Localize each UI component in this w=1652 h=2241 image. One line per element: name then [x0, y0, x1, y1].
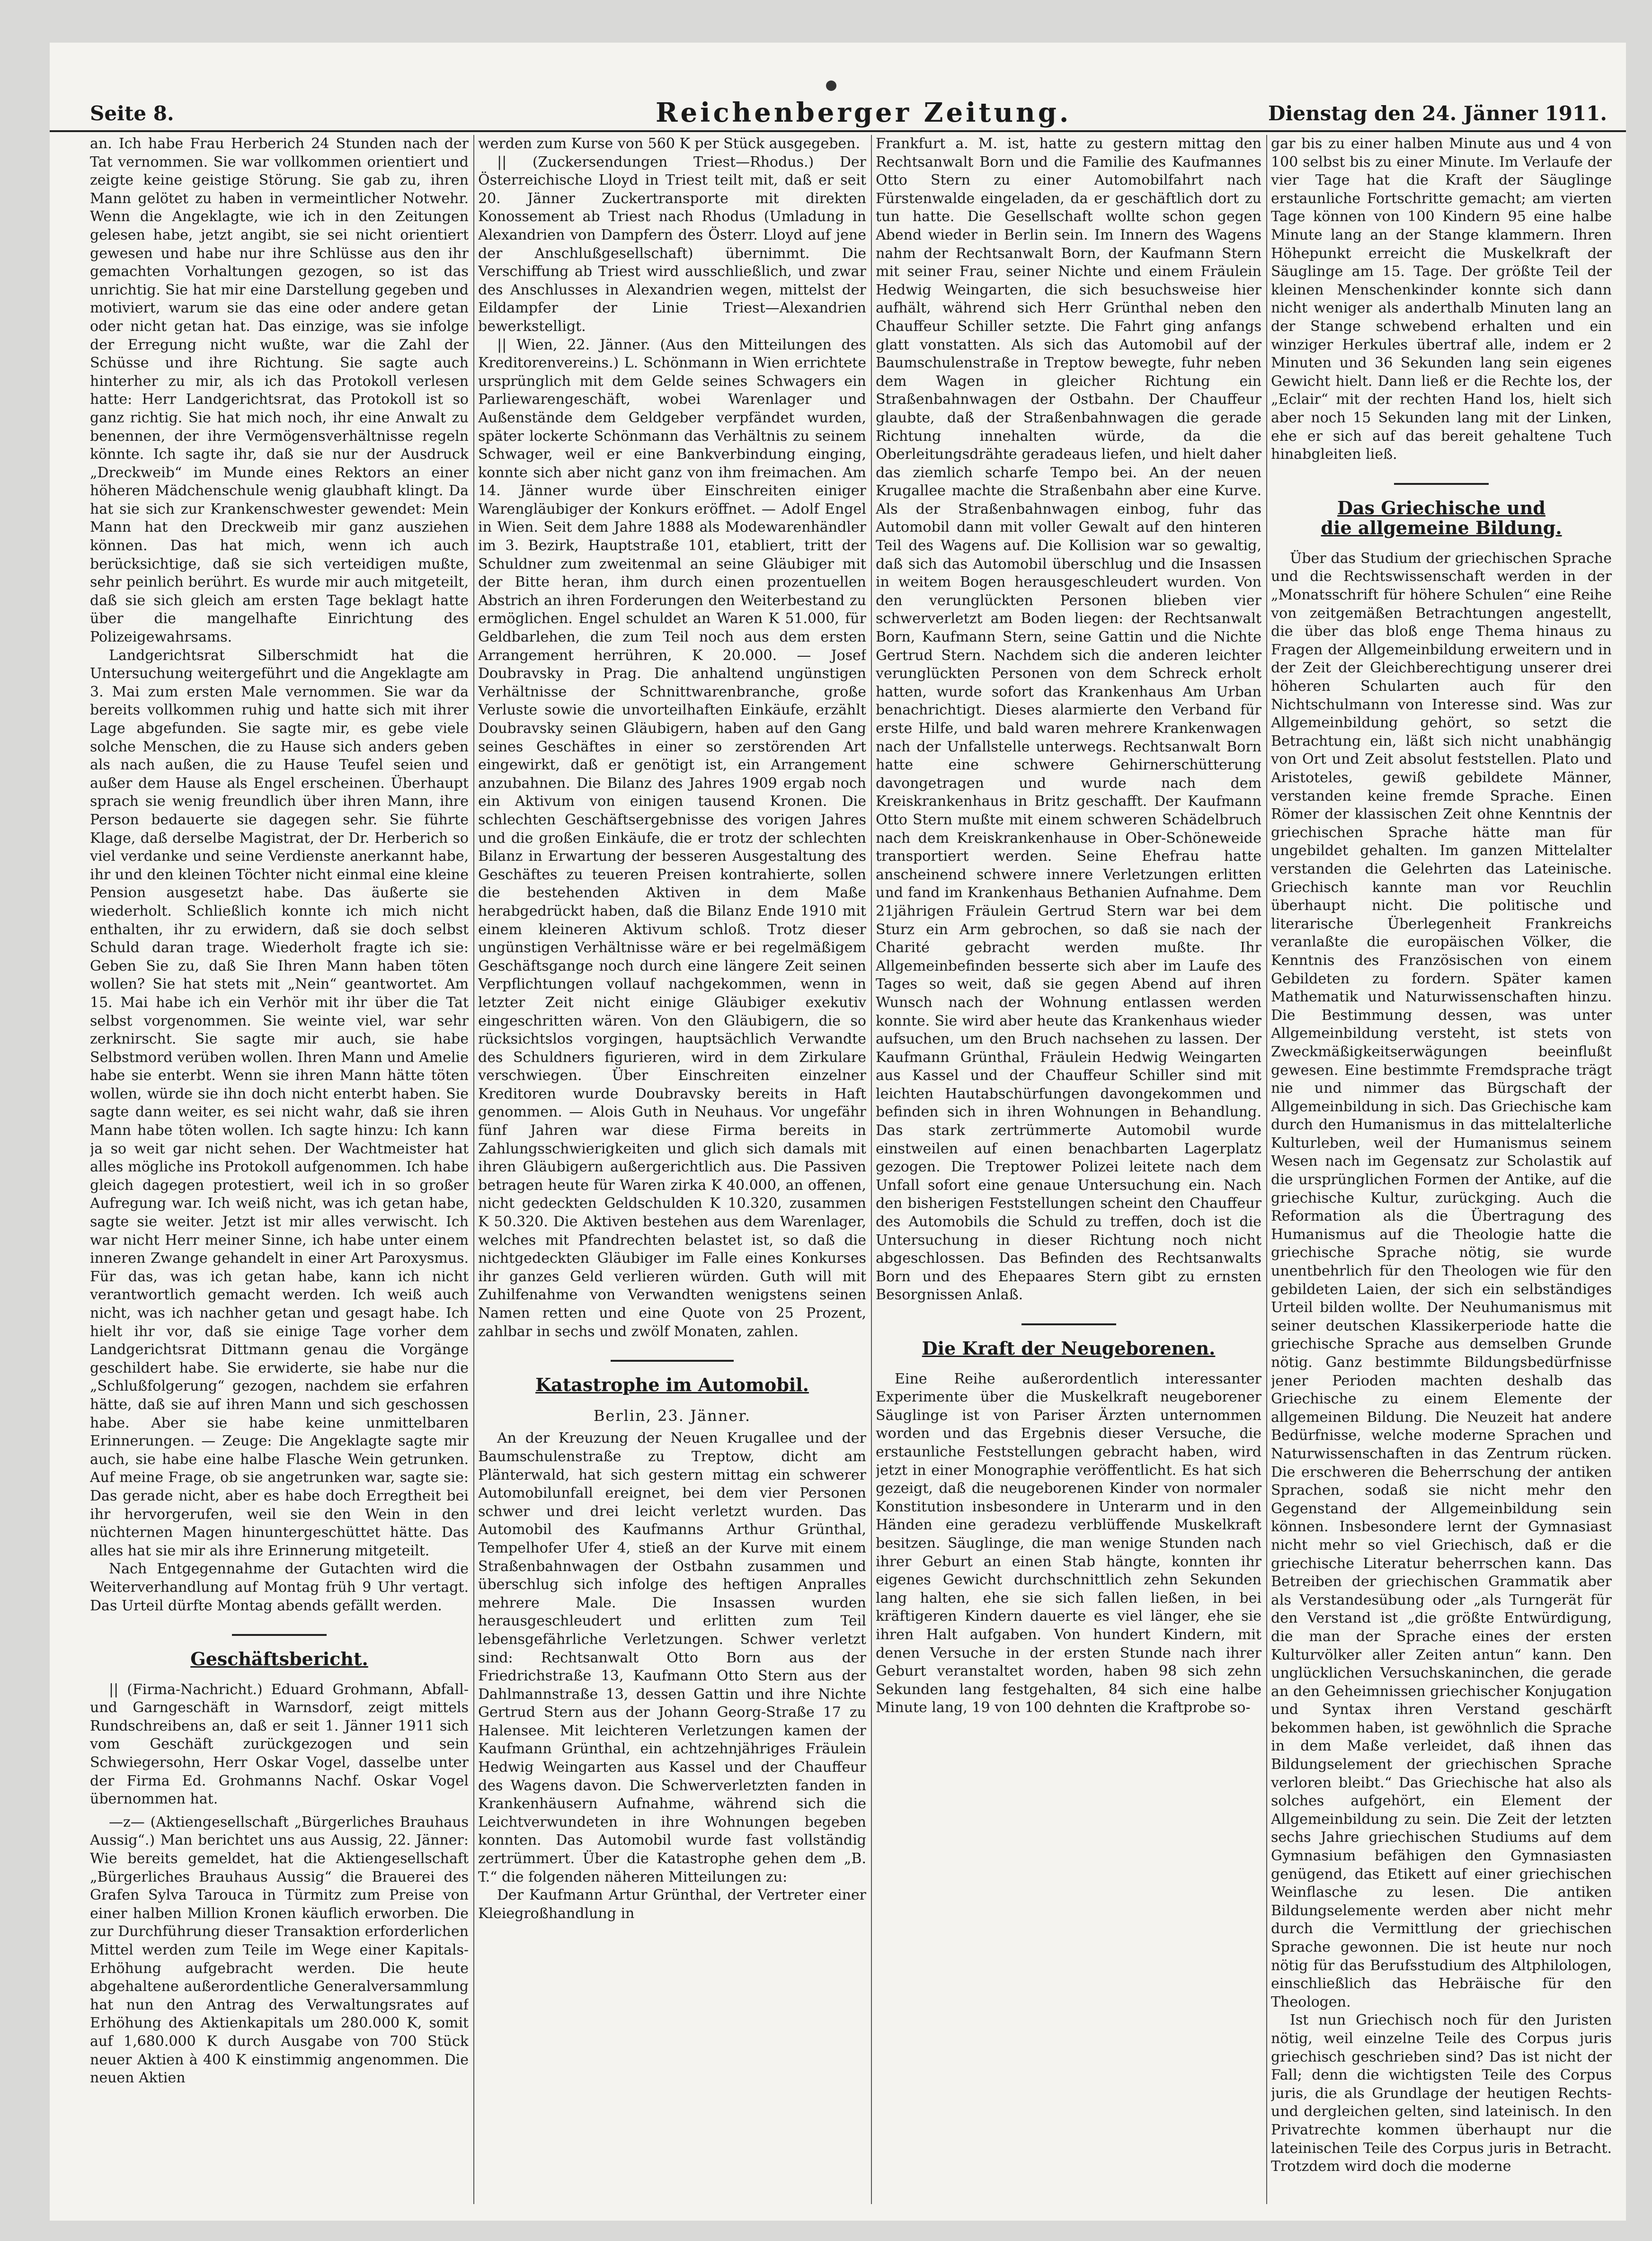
- business-item: || (Firma-Nachricht.) Eduard Grohmann, Abfall- und Garngeschäft in Warnsdorf, zeigt mittels Rundschreibens an, daß er seit 1. Jänner 1911 sich vom Geschäft zurückgezogen und sein Schwiegersohn, Herr Oskar Vogel, dasselbe unter der Firma Ed. Grohmanns Nachf. Oskar Vogel übernommen hat.: [90, 1681, 469, 1808]
- article-paragraph: Landgerichtsrat Silberschmidt hat die Untersuchung weitergeführt und die Angeklagte am 3. Mai zum ersten Male vernommen. Sie war da bereits vollkommen ruhig und hatte sich mit ihrer Lage abgefunden. Sie sagte mir, es gebe viele solche Menschen, die zu Hause sich anders geben als nach außen, die zu Hause Teufel seien und außer dem Hause als Engel erscheinen. Überhaupt sprach sie wenig freundlich über ihren Mann, ihre Person bedauerte sie dagegen sehr. Sie führte Klage, daß derselbe Magistrat, der Dr. Herberich so viel verdanke und seine Verdienste anerkannt habe, ihr und den kleinen Töchter nicht einmal eine kleine Pension ausgesetzt habe. Das äußerte sie wiederholt. Schließlich konnte ich mich nicht enthalten, ihr zu erwidern, daß sie doch selbst Schuld daran trage. Wiederholt fragte ich sie: Geben Sie zu, daß Sie Ihren Mann haben töten wollen? Sie hat stets mit „Nein“ geantwortet. Am 15. Mai habe ich ein Verhör mit ihr über die Tat selbst vorgenommen. Sie weinte viel, war sehr zerknirscht. Sie sagte mir auch, sie habe Selbstmord verüben wollen. Ihren Mann und Amelie habe sie enterbt. Wenn sie ihren Mann hätte töten wollen, würde sie ihn doch nicht enterbt haben. Sie sagte dann weiter, es sei nicht wahr, daß sie ihren Mann habe töten wollen. Ich sagte hinzu: Ich kann ja so weit gar nicht sehen. Der Wachtmeister hat alles mögliche ins Protokoll aufgenommen. Ich habe gleich dagegen protestiert, weil ich in so großer Aufregung war. Ich weiß nicht, was ich getan habe, sagte sie weiter. Jetzt ist mir alles verwischt. Ich war nicht Herr meiner Sinne, ich habe unter einem inneren Zwange gehandelt in einer Art Paroxysmus. Für das, was ich getan habe, kann ich nicht verantwortlich gemacht werden. Ich weiß auch nicht, was ich nachher getan und gesagt habe. Ich hielt ihr vor, daß sie einige Tage vorher dem Landgerichtsrat Dittmann genau die Vorgänge geschildert habe. Sie erwiderte, sie habe nur die „Schlußfolgerung“ gezogen, nachdem sie erfahren hätte, daß sie auf ihren Mann und sich geschossen habe. Aber sie habe keine unmittelbaren Erinnerungen. — Zeuge: Die Angeklagte sagte mir auch, sie habe eine halbe Flasche Wein getrunken. Auf meine Frage, ob sie angetrunken war, sagte sie: Das gerade nicht, aber es habe doch Erregtheit bei ihr hervorgerufen, weil sie den Wein in den nüchternen Magen hinuntergeschüttet hätte. Das alles hat sie mir als ihre Erinnerung mitgeteilt.: [90, 647, 469, 1559]
- article-paragraph: Nach Entgegennahme der Gutachten wird die Weiterverhandlung auf Montag früh 9 Uhr vertagt. Das Urteil dürfte Montag abends gefällt werden.: [90, 1561, 469, 1614]
- masthead: [50, 88, 1626, 132]
- dateline: Berlin, 23. Jänner.: [593, 1406, 751, 1425]
- column-2: [478, 135, 866, 2204]
- business-item: —z— (Aktiengesellschaft „Bürgerliches Brauhaus Aussig“.) Man berichtet uns aus Aussig, 22. Jänner: Wie bereits gemeldet, hat die Aktiengesellschaft „Bürgerliches Brauhaus Aussig“ die Brauerei des Grafen Sylva Tarouca in Türmitz zum Preise von einer halben Million Kronen käuflich erworben. Die zur Durchführung dieser Transaktion erforderlichen Mittel werden zum Teile im Wege einer Kapitals-Erhöhung aufgebracht werden. Die heute abgehaltene außerordentliche Generalversammlung hat nun den Antrag des Verwaltungsrates auf Erhöhung des Aktienkapitals um 280.000 K, somit auf 1,680.000 K durch Ausgabe von 700 Stück neuer Aktien à 400 K einstimmig angenommen. Die neuen Aktien: [90, 1813, 469, 2087]
- article-paragraph: an. Ich habe Frau Herberich 24 Stunden nach der Tat vernommen. Sie war vollkommen orientiert und zeigte keine geistige Störung. Sie gab zu, ihren Mann gelötet zu haben in vermeintlicher Notwehr. Wenn die Angeklagte, wie ich in den Zeitungen gelesen habe, jetzt angibt, sie sei nicht orientiert gewesen und habe nur ihre Schlüsse aus den ihr gemachten Vorhaltungen gezogen, so ist das unrichtig. Sie hat mir eine Darstellung gegeben und motiviert, warum sie das eine oder andere getan oder nicht getan hat. Das einzige, was sie infolge der Erregung nicht wußte, war die Zahl der Schüsse und ihre Richtung. Sie sagte auch hinterher zu mir, als ich das Protokoll verlesen hatte: Herr Landgerichtsrat, das Protokoll ist so ganz richtig. Sie hat mich noch, ihr eine Anwalt zu benennen, der ihre Vermögensverhältnisse regeln könnte. Ich sagte ihr, daß sie nur der Ausdruck „Dreckweib“ im Munde eines Rektors an einer höheren Mädchenschule wenig glaubhaft klingt. Da hat sie sich zur Krankenschwester gewendet: Mein Mann hat den Dreckweib mir ganz ausziehen können. Das hat mich, wenn ich auch berücksichtige, daß sie sich verteidigen mußte, sehr peinlich berührt. Es wurde mir auch mitgeteilt, daß sie sich gleich am ersten Tage beklagt hatte über die mangelhafte Einrichtung des Polizeigewahrsams.: [90, 135, 469, 646]
- column-rule: [473, 135, 474, 2204]
- business-item: || Wien, 22. Jänner. (Aus den Mitteilungen des Kreditorenvereins.) L. Schönmann in Wien errichtete ursprünglich mit dem Gelde seines Schwagers ein Parliewarengeschäft, wobei Warenlager und Außenstände dem Geldgeber verpfändet wurden, später lockerte Schönmann das Verhältnis zu seinem Schwager, weil er eine Bankverbindung einging, konnte sich aber nicht ganz von ihm freimachen. Am 14. Jänner wurde über Einschreiten einiger Warengläubiger der Konkurs eröffnet. — Adolf Engel in Wien. Seit dem Jahre 1888 als Modewarenhändler im 3. Bezirk, Hauptstraße 101, etabliert, tritt der Schuldner zum zweitenmal an seine Gläubiger mit der Bitte heran, ihm durch einen prozentuellen Abstrich an ihren Forderungen den Weiterbestand zu ermöglichen. Engel schuldet an Waren K 51.000, für Geldbarlehen, die zum Teil noch aus dem ersten Arrangement herrühren, K 20.000. — Josef Doubravsky in Prag. Die anhaltend ungünstigen Verhältnisse der Schnittwarenbranche, große Verluste sowie die unvorteilhaften Einkäufe, erzählt Doubravsky seinen Gläubigern, haben auf den Gang seines Geschäftes in einer so zerstörenden Art eingewirkt, daß er genötigt ist, ein Arrangement anzubahnen. Die Bilanz des Jahres 1909 ergab noch ein Aktivum von einigen tausend Kronen. Die schlechten Geschäftsergebnisse des vorigen Jahres und die großen Einkäufe, die er trotz der schlechten Bilanz in Erwartung der besseren Ausgestaltung des Geschäftes zu teueren Preisen kontrahierte, sollen die bestehenden Aktiven in dem Maße herabgedrückt haben, daß die Bilanz Ende 1910 mit einem kleineren Aktivum schloß. Trotz dieser ungünstigen Verhältnisse wäre er bei regelmäßigem Geschäftsgange noch durch eine längere Zeit seinen Verpflichtungen vollauf nachgekommen, wenn in letzter Zeit nicht einige Gläubiger exekutiv eingeschritten wären. Von den Gläubigern, die so rücksichtslos vorgingen, hauptsächlich Verwandte des Schuldners figurieren, wird in dem Zirkulare verschwiegen. Über Einschreiten einzelner Kreditoren wurde Doubravsky bereits in Haft genommen. — Alois Guth in Neuhaus. Vor ungefähr fünf Jahren war diese Firma bereits in Zahlungsschwierigkeiten und glich sich damals mit ihren Gläubigern außergerichtlich aus. Die Passiven betragen heute für Waren zirka K 40.000, an offenen, nicht gedeckten Geldschulden K 10.320, zusammen K 50.320. Die Aktiven bestehen aus dem Warenlager, welches mit Pfandrechten belastet ist, so daß die nichtgedeckten Gläubiger im Falle eines Konkurses ihr ganzes Geld verlieren würden. Guth will mit Zuhilfenahme von Verwandten wenigstens seinen Namen retten und eine Quote von 25 Prozent, zahlbar in sechs und zwölf Monaten, zahlen.: [478, 336, 866, 1340]
- column-rule: [871, 135, 872, 2204]
- article-paragraph: Frankfurt a. M. ist, hatte zu gestern mittag den Rechtsanwalt Born und die Familie des Kaufmannes Otto Stern zu einer Automobilfahrt nach Fürstenwalde eingeladen, da er geschäftlich dort zu tun hatte. Die Gesellschaft wollte schon gegen Abend wieder in Berlin sein. Im Innern des Wagens nahm der Rechtsanwalt Born, der Kaufmann Stern mit seiner Frau, seiner Nichte und einem Fräulein Hedwig Weingarten, die sich besuchsweise hier aufhält, während sich Herr Grünthal neben den Chauffeur Schiller setzte. Die Fahrt ging anfangs glatt vonstatten. Als sich das Automobil auf der Baumschulenstraße in Treptow bewegte, fuhr neben dem Wagen in gleicher Richtung ein Straßenbahnwagen der Ostbahn. Der Chauffeur glaubte, daß der Straßenbahnwagen die gerade Richtung innehalten würde, da die Oberleitungsdrähte geradeaus liefen, und hielt daher das ziemlich scharfe Tempo bei. An der neuen Krugallee machte die Straßenbahn aber eine Kurve. Als der Straßenbahnwagen einbog, fuhr das Automobil dann mit voller Gewalt auf den hinteren Teil des Wagens auf. Die Kollision war so gewaltig, daß sich das Automobil überschlug und die Insassen in weitem Bogen herausgeschleudert wurden. Von den verunglückten Personen blieben vier schwerverletzt am Boden liegen: der Rechtsanwalt Born, Kaufmann Stern, seine Gattin und die Nichte Gertrud Stern. Nachdem sich die anderen leichter verunglückten Personen von dem Schreck erholt hatten, wurde sofort das Krankenhaus Am Urban benachrichtigt. Dieses alarmierte den Verband für erste Hilfe, und bald waren mehrere Krankenwagen nach der Unfallstelle unterwegs. Rechtsanwalt Born hatte eine schwere Gehirnerschütterung davongetragen und wurde nach dem Kreiskrankenhaus in Britz geschafft. Der Kaufmann Otto Stern mußte mit einem schweren Schädelbruch nach dem Kreiskrankenhause in Ober-Schöneweide transportiert werden. Seine Ehefrau hatte anscheinend schwere innere Verletzungen erlitten und fand im Krankenhaus Bethanien Aufnahme. Dem 21jährigen Fräulein Gertrud Stern war bei dem Sturz ein Arm gebrochen, so daß sie nach der Charité gebracht werden mußte. Ihr Allgemeinbefinden besserte sich aber im Laufe des Tages so weit, daß sie gegen Abend auf ihren Wunsch nach der Wohnung entlassen werden konnte. Sie wird aber heute das Krankenhaus wieder aufsuchen, um den Bruch nachsehen zu lassen. Der Kaufmann Grünthal, Fräulein Hedwig Weingarten aus Kassel und der Chauffeur Schiller sind mit leichten Hautabschürfungen davongekommen und befinden sich in ihren Wohnungen in Behandlung. Das stark zertrümmerte Automobil wurde einstweilen auf einen benachbarten Lagerplatz gezogen. Die Treptower Polizei leitete nach dem Unfall sofort eine genaue Untersuchung ein. Nach den bisherigen Feststellungen scheint den Chauffeur des Automobils die Schuld zu treffen, doch ist die Untersuchung in dieser Richtung noch nicht abgeschlossen. Das Befinden des Rechtsanwalts Born und des Ehepaares Stern gibt zu ernsten Besorgnissen Anlaß.: [876, 135, 1261, 1304]
- page-number: Seite 8.: [90, 102, 174, 125]
- column-3: [876, 135, 1261, 2204]
- issue-date: Dienstag den 24. Jänner 1911.: [1268, 102, 1607, 125]
- article-heading: Katastrophe im Automobil.: [535, 1374, 809, 1396]
- article-paragraph: Eine Reihe außerordentlich interessanter Experimente über die Muskelkraft neugeborener Säuglinge ist von Pariser Ärzten unternommen worden und das Ergebnis dieser Versuche, die erstaunliche Feststellungen gebracht haben, wird jetzt in einer Monographie veröffentlicht. Es hat sich gezeigt, daß die neugeborenen Kinder von normaler Konstitution insbesondere in Unterarm und in den Händen eine geradezu verblüffende Muskelkraft besitzen. Säuglinge, die man wenige Stunden nach ihrer Geburt an einen Stab hängte, konnten ihr eigenes Gewicht durchschnittlich zehn Sekunden lang halten, ehe sie sich fallen ließen, in bei kräftigeren Kindern dauerte es viel länger, ehe sie ihren Halt aufgaben. Von hundert Kindern, mit denen Versuche in der ersten Stunde nach ihrer Geburt veranstaltet worden, haben 98 sich zehn Sekunden lang festgehalten, 84 sich eine halbe Minute lang, 19 von 100 dehnten die Kraftprobe so-: [876, 1370, 1261, 1716]
- article-paragraph: Ist nun Griechisch noch für den Juristen nötig, weil einzelne Teile des Corpus juris griechisch geschrieben sind? Das ist nicht der Fall; denn die wichtigsten Teile des Corpus juris, die als Grundlage der heutigen Rechts- und dergleichen gelten, sind lateinisch. In den Privatrechte kommen überhaupt nur die lateinischen Teile des Corpus juris in Betracht. Trotzdem wird doch die moderne: [1271, 2012, 1612, 2175]
- article-subheading: die allgemeine Bildung.: [1321, 517, 1562, 539]
- newspaper-page: [50, 43, 1626, 2221]
- column-rule: [1266, 135, 1267, 2204]
- section-heading: Geschäftsbericht.: [190, 1648, 368, 1670]
- column-1: [90, 135, 469, 2204]
- article-paragraph: Über das Studium der griechischen Sprache und die Rechtswissenschaft werden in der „Monatsschrift für höhere Schulen“ eine Reihe von zeitgemäßen Betrachtungen angestellt, die über das bloß enge Thema hinaus zu Fragen der Allgemeinbildung erweitern und in der Zeit der Gleichberechtigung unserer drei höheren Schularten auch für den Nichtschulmann von Interesse sind. Was zur Allgemeinbildung gehört, so setzt die Betrachtung ein, läßt sich nicht unabhängig von Ort und Zeit absolut feststellen. Plato und Aristoteles, gewiß gebildete Männer, verstanden keine fremde Sprache. Einen Römer der klassischen Zeit ohne Kenntnis der griechischen Sprache hätte man für ungebildet gehalten. Im ganzen Mittelalter verstanden die Gelehrten das Lateinische. Griechisch kannte man vor Reuchlin überhaupt nicht. Die politische und literarische Überlegenheit Frankreichs veranlaßte die europäischen Völker, die Kenntnis des Französischen von einem Gebildeten zu fordern. Später kamen Mathematik und Naturwissenschaften hinzu. Die Bestimmung dessen, was unter Allgemeinbildung versteht, ist stets von Zweckmäßigkeitserwägungen beeinflußt gewesen. Eine bestimmte Fremdsprache trägt nie und nimmer das Bürgschaft der Allgemeinbildung in sich. Das Griechische kam durch den Humanismus in das mittelalterliche Kulturleben, weil der Humanismus seinem Wesen nach im Gegensatz zur Scholastik auf die ursprünglichen Formen der Antike, auf die griechische Kultur, zurückging. Auch die Reformation als die Übertragung des Humanismus auf die Theologie hatte die griechische Sprache nötig, sie wurde unentbehrlich für den Theologen wie für den gebildeten Laien, der sich ein selbständiges Urteil bilden wollte. Der Neuhumanismus mit seiner deutschen Klassikerperiode hatte die griechische Sprache aus demselben Grunde nötig. Ganz bestimmte Bildungsbedürfnisse jener Perioden machten deshalb das Griechische zu einem Elemente der allgemeinen Bildung. Die Neuzeit hat andere Bedürfnisse, welche moderne Sprachen und Naturwissenschaften in das Zentrum rücken. Die erschweren die Beherrschung der antiken Sprachen, sodaß sie nicht mehr den Gegenstand der Allgemeinbildung sein können. Insbesondere lernt der Gymnasiast nicht mehr so viel Griechisch, daß er die griechische Literatur beherrschen kann. Das Betreiben der griechischen Grammatik aber als Verstandesübung oder „als Turngerät für den Verstand ist „die größte Entwürdigung, die man der Sprache eines der ersten Kulturvölker aller Zeiten antun“ kann. Den unglücklichen Versuchskaninchen, die gerade an den Geheimnissen griechischer Konjugation und Syntax ihren Verstand geschärft bekommen haben, ist gewöhnlich die Sprache in dem Maße verleidet, daß ihnen das Bildungselement der griechischen Sprache verloren bleibt.“ Das Griechische hat also als solches aufgehört, ein Element der Allgemeinbildung zu sein. Die Zeit der letzten sechs Jahre griechischen Studiums auf dem Gymnasium befähigen den Gymnasiasten genügend, das Etikett auf einer griechischen Weinflasche zu lesen. Die antiken Bildungselemente werden aber nicht mehr durch die Vermittlung der griechischen Sprache gewonnen. Die ist heute nur noch nötig für das Berufsstudium des Altphilologen, einschließlich das Hebräische für den Theologen.: [1271, 550, 1612, 2010]
- section-separator: [1021, 1323, 1116, 1325]
- article-paragraph: Der Kaufmann Artur Grünthal, der Vertreter einer Kleiegroßhandlung in: [478, 1887, 866, 1922]
- section-separator: [611, 1360, 734, 1362]
- article-paragraph: werden zum Kurse von 560 K per Stück ausgegeben.: [478, 135, 861, 152]
- article-heading: Die Kraft der Neugeborenen.: [922, 1338, 1216, 1359]
- business-item: || (Zuckersendungen Triest—Rhodus.) Der Österreichische Lloyd in Triest teilt mit, daß er seit 20. Jänner Zuckertransporte mit direkten Konossement ab Triest nach Rhodus (Umladung in Alexandrien von Dampfern des Österr. Lloyd auf jene der Anschlußgesellschaft) übernimmt. Die Verschiffung ab Triest wird ausschließlich, und zwar des Anschlusses in Alexandrien wegen, mittelst der Eildampfer der Linie Triest—Alexandrien bewerkstelligt.: [478, 153, 866, 335]
- article-paragraph: An der Kreuzung der Neuen Krugallee und der Baumschulenstraße zu Treptow, dicht am Plänterwald, hat sich gestern mittag ein schwerer Automobilunfall ereignet, bei dem vier Personen schwer und drei leicht verletzt wurden. Das Automobil des Kaufmanns Arthur Grünthal, Tempelhofer Ufer 4, stieß an der Kurve mit einem Straßenbahnwagen der Ostbahn zusammen und überschlug sich infolge des heftigen Anpralles mehrere Male. Die Insassen wurden herausgeschleudert und erlitten zum Teil lebensgefährliche Verletzungen. Schwer verletzt sind: Rechtsanwalt Otto Born aus der Friedrichstraße 13, Kaufmann Otto Stern aus der Dahlmannstraße 13, dessen Gattin und ihre Nichte Gertrud Stern aus der Johann Georg-Straße 17 zu Halensee. Mit leichteren Verletzungen kamen der Kaufmann Grünthal, ein achtzehnjähriges Fräulein Hedwig Weingarten aus Kassel und der Chauffeur des Wagens davon. Die Schwerverletzten fanden in Krankenhäusern Aufnahme, während sich die Leichtverwundeten in ihre Wohnungen begeben konnten. Das Automobil wurde fast vollständig zertrümmert. Über die Katastrophe gehen dem „B. T.“ die folgenden näheren Mitteilungen zu:: [478, 1430, 866, 1885]
- article-paragraph: gar bis zu einer halben Minute aus und 4 von 100 selbst bis zu einer Minute. Im Verlaufe der vier Tage hat die Kraft der Säuglinge erstaunliche Fortschritte gemacht; am vierten Tage können von 100 Kindern 95 eine halbe Minute lang an der Stange klammern. Ihren Höhepunkt erreicht die Muskelkraft der Säuglinge am 15. Tage. Der größte Teil der kleinen Menschenkinder konnte sich dann nicht weniger als anderthalb Minuten lang an der Stange schwebend erhalten und ein winziger Herkules übertraf alle, indem er 2 Minuten und 36 Sekunden lang sein eigenes Gewicht hielt. Dann ließ er die Rechte los, der „Eclair“ mit der rechten Hand los, hielt sich aber noch 15 Sekunden lang mit der Linken, ehe er sich auf das bereit gehaltene Tuch hinabgleiten ließ.: [1271, 135, 1612, 463]
- section-separator: [232, 1634, 327, 1636]
- article-heading: Das Griechische und: [1337, 497, 1545, 518]
- newspaper-title: Reichenberger Zeitung.: [656, 97, 1072, 128]
- section-separator: [1394, 483, 1489, 485]
- column-4: [1271, 135, 1612, 2204]
